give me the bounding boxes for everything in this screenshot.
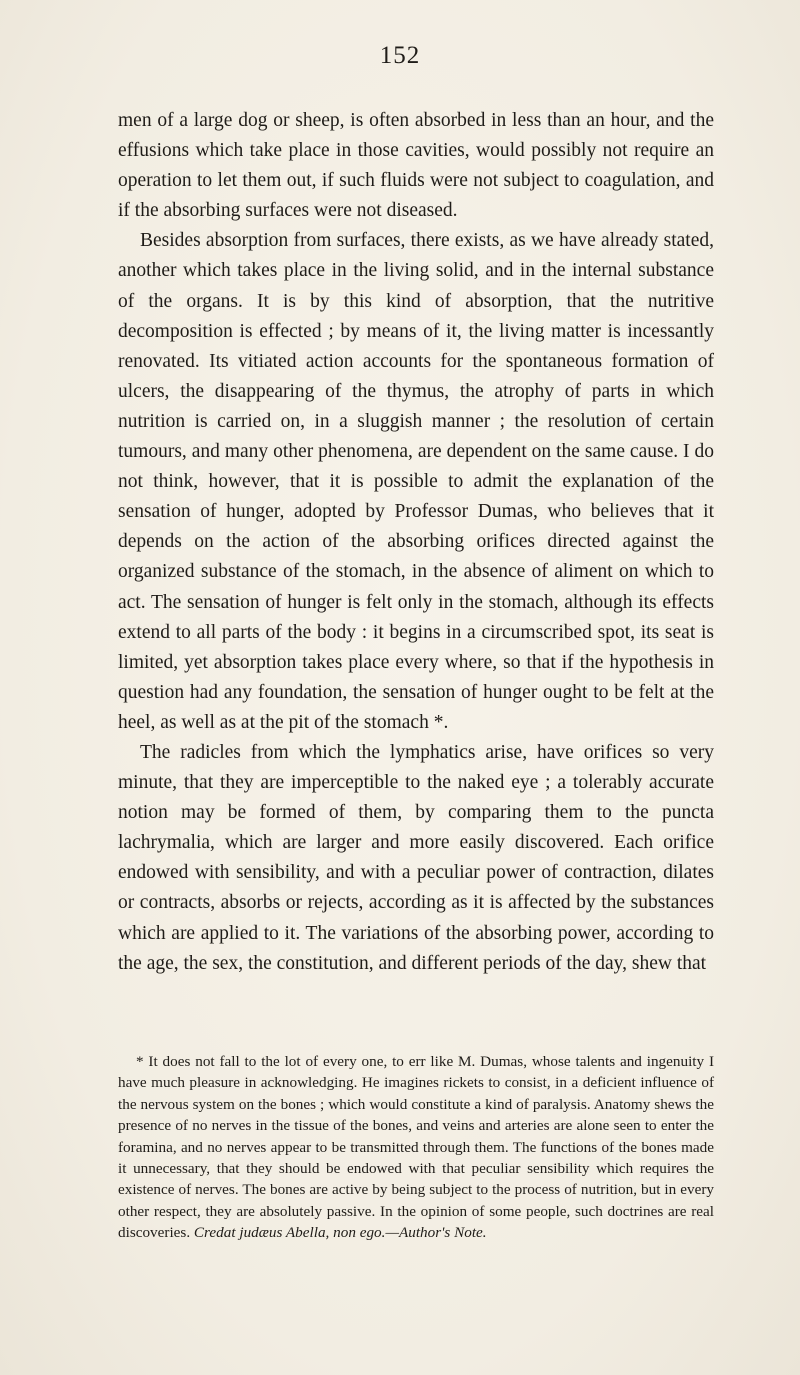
footnote (118, 1051, 714, 1244)
footnote-attribution: —Author's Note. (385, 1224, 487, 1242)
page-number: 152 (379, 42, 421, 69)
footnote-text: * It does not fall to the lot of every one, to err like M. Dumas, whose talents and ingenuity I have much pleasure in acknowledging. He imagines rickets to consist, in a deficient influence of the nervous system on the bones ; which would constitute a kind of paralysis. Anatomy shews the presence of no nerves in the tissue of the bones, and veins and arteries are alone seen to enter the foramina, and no nerves appear to be transmitted through them. The functions of the bones made it unnecessary, that they should be endowed with that peculiar sensibility which requires the existence of nerves. The bones are active by being subject to the process of nutrition, but in every other respect, they are absolutely passive. In the opinion of some people, such doctrines are real discoveries. (118, 1053, 714, 1242)
paragraph: men of a large dog or sheep, is often absorbed in less than an hour, and the effusions which take place in those cavities, would possibly not require an operation to let them out, if such fluids were not subject to coagulation, and if the absorbing surfaces were not diseased. (118, 110, 714, 222)
paragraph: The radicles from which the lymphatics arise, have orifices so very minute, that they are imperceptible to the naked eye ; a tolerably accurate notion may be formed of them, by comparing them to the puncta lachrymalia, which are larger and more easily discovered. Each orifice endowed with sensibility, and with a peculiar power of contraction, dilates or contracts, absorbs or rejects, according as it is affected by the substances which are applied to it. The variations of the absorbing power, according to the age, the sex, the constitution, and different periods of the day, shew that (118, 741, 714, 974)
main-text (118, 106, 714, 979)
footnote-paragraph (118, 1051, 714, 1244)
paragraph: Besides absorption from surfaces, there exists, as we have already stated, another which takes place in the living solid, and in the internal substance of the organs. It is by this kind of absorption, that the nutritive decomposition is effected ; by means of it, the living matter is incessantly renovated. Its vitiated action accounts for the spontaneous formation of ulcers, the disappearing of the thymus, the atrophy of parts in which nutrition is carried on, in a sluggish manner ; the resolution of certain tumours, and many other phenomena, are dependent on the same cause. I do not think, however, that it is possible to admit the explanation of the sensation of hunger, adopted by Professor Dumas, who believes that it depends on the action of the absorbing orifices directed against the organized substance of the stomach, in the absence of aliment on which to act. The sensation of hunger is felt only in the stomach, although its effects extend to all parts of the body : it begins in a circumscribed spot, its seat is limited, yet absorption takes place every where, so that if the hypothesis in question had any foundation, the sensation of hunger ought to be felt at the heel, as well as at the pit of the stomach *. (118, 230, 714, 733)
footnote-quote: Credat judæus Abella, non ego. (193, 1224, 386, 1242)
